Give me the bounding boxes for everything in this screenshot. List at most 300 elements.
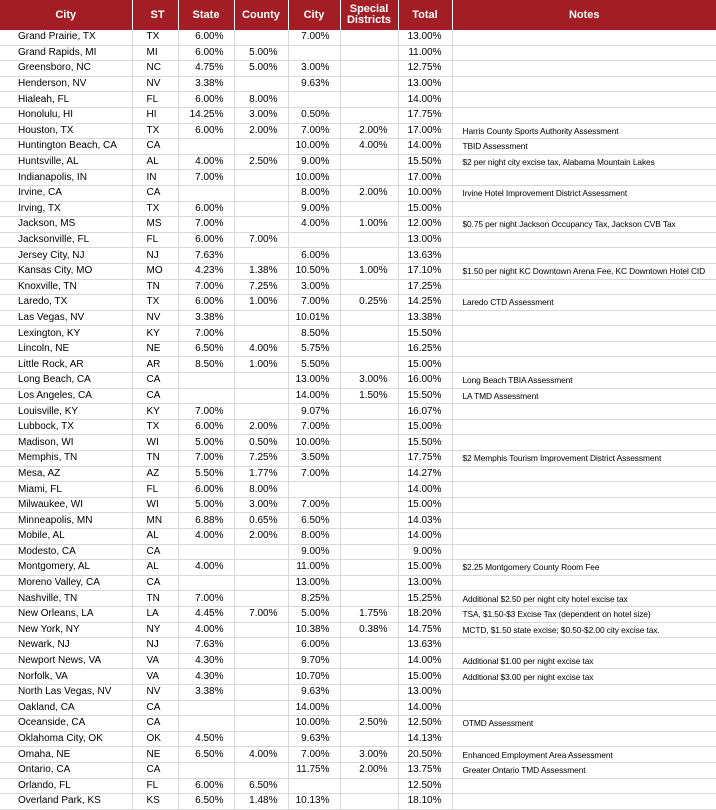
cell-total: 16.00% xyxy=(398,373,452,389)
cell-city: Oklahoma City, OK xyxy=(0,731,132,747)
cell-city-rate: 8.00% xyxy=(288,185,340,201)
cell-special-districts xyxy=(340,419,398,435)
cell-total: 12.50% xyxy=(398,778,452,794)
table-row xyxy=(0,419,716,435)
cell-total: 13.00% xyxy=(398,76,452,92)
cell-total: 15.50% xyxy=(398,388,452,404)
cell-county-rate: 2.00% xyxy=(234,419,288,435)
cell-total: 14.27% xyxy=(398,466,452,482)
cell-state-rate: 4.45% xyxy=(178,606,234,622)
cell-city: Ontario, CA xyxy=(0,762,132,778)
table-row xyxy=(0,92,716,108)
cell-city-rate: 10.00% xyxy=(288,139,340,155)
cell-city: Lubbock, TX xyxy=(0,419,132,435)
table-row xyxy=(0,263,716,279)
cell-city-rate: 8.25% xyxy=(288,591,340,607)
cell-state-rate: 4.00% xyxy=(178,622,234,638)
cell-total: 13.00% xyxy=(398,575,452,591)
cell-city: Los Angeles, CA xyxy=(0,388,132,404)
cell-special-districts xyxy=(340,279,398,295)
cell-state-code: TX xyxy=(132,419,178,435)
cell-city-rate: 14.00% xyxy=(288,388,340,404)
cell-special-districts xyxy=(340,700,398,716)
table-row xyxy=(0,201,716,217)
cell-special-districts: 2.00% xyxy=(340,123,398,139)
cell-city-rate: 9.00% xyxy=(288,201,340,217)
cell-county-rate xyxy=(234,622,288,638)
cell-state-code: FL xyxy=(132,778,178,794)
cell-county-rate: 2.00% xyxy=(234,123,288,139)
cell-total: 13.63% xyxy=(398,248,452,264)
cell-total: 10.00% xyxy=(398,185,452,201)
table-row xyxy=(0,684,716,700)
table-row xyxy=(0,61,716,77)
cell-state-code: CA xyxy=(132,139,178,155)
cell-city: Newport News, VA xyxy=(0,653,132,669)
cell-county-rate xyxy=(234,653,288,669)
cell-city: Las Vegas, NV xyxy=(0,310,132,326)
table-row xyxy=(0,700,716,716)
cell-county-rate xyxy=(234,30,288,45)
cell-notes xyxy=(452,513,716,529)
cell-county-rate xyxy=(234,700,288,716)
cell-special-districts xyxy=(340,794,398,810)
cell-county-rate xyxy=(234,170,288,186)
cell-notes: TSA, $1.50-$3 Excise Tax (dependent on hotel size) xyxy=(452,606,716,622)
cell-city-rate: 9.70% xyxy=(288,653,340,669)
cell-special-districts xyxy=(340,575,398,591)
cell-notes xyxy=(452,731,716,747)
table-row xyxy=(0,622,716,638)
cell-state-rate xyxy=(178,544,234,560)
cell-state-code: TX xyxy=(132,201,178,217)
cell-county-rate xyxy=(234,326,288,342)
cell-special-districts xyxy=(340,653,398,669)
cell-city: Lincoln, NE xyxy=(0,341,132,357)
cell-notes: $2 Memphis Tourism Improvement District Assessment xyxy=(452,451,716,467)
cell-state-rate xyxy=(178,716,234,732)
cell-notes xyxy=(452,107,716,123)
cell-city: Norfolk, VA xyxy=(0,669,132,685)
cell-city-rate: 3.00% xyxy=(288,61,340,77)
cell-city-rate: 4.00% xyxy=(288,217,340,233)
cell-notes: Additional $1.00 per night excise tax xyxy=(452,653,716,669)
cell-city-rate: 10.00% xyxy=(288,435,340,451)
cell-county-rate xyxy=(234,762,288,778)
cell-state-rate: 14.25% xyxy=(178,107,234,123)
cell-notes: Greater Ontario TMD Assessment xyxy=(452,762,716,778)
cell-state-code: CA xyxy=(132,716,178,732)
cell-city: Hialeah, FL xyxy=(0,92,132,108)
cell-notes xyxy=(452,201,716,217)
cell-notes xyxy=(452,279,716,295)
cell-special-districts xyxy=(340,107,398,123)
cell-city: Montgomery, AL xyxy=(0,560,132,576)
cell-state-code: FL xyxy=(132,92,178,108)
cell-total: 17.10% xyxy=(398,263,452,279)
table-row xyxy=(0,154,716,170)
cell-total: 14.00% xyxy=(398,653,452,669)
cell-city: Jacksonville, FL xyxy=(0,232,132,248)
cell-notes xyxy=(452,170,716,186)
cell-state-rate: 6.00% xyxy=(178,45,234,61)
table-row xyxy=(0,747,716,763)
cell-total: 14.00% xyxy=(398,482,452,498)
cell-county-rate: 1.00% xyxy=(234,295,288,311)
cell-city: Madison, WI xyxy=(0,435,132,451)
cell-total: 15.00% xyxy=(398,419,452,435)
cell-state-code: CA xyxy=(132,762,178,778)
cell-special-districts xyxy=(340,482,398,498)
cell-state-rate: 8.50% xyxy=(178,357,234,373)
cell-county-rate: 6.50% xyxy=(234,778,288,794)
cell-city: Nashville, TN xyxy=(0,591,132,607)
cell-state-code: MS xyxy=(132,217,178,233)
cell-state-code: HI xyxy=(132,107,178,123)
cell-notes xyxy=(452,794,716,810)
cell-county-rate xyxy=(234,404,288,420)
cell-total: 17.00% xyxy=(398,123,452,139)
cell-city: Kansas City, MO xyxy=(0,263,132,279)
table-row xyxy=(0,529,716,545)
cell-city-rate: 3.00% xyxy=(288,279,340,295)
cell-county-rate xyxy=(234,560,288,576)
cell-state-code: AR xyxy=(132,357,178,373)
cell-notes xyxy=(452,232,716,248)
cell-city-rate: 9.07% xyxy=(288,404,340,420)
cell-city-rate: 14.00% xyxy=(288,700,340,716)
cell-state-code: CA xyxy=(132,388,178,404)
cell-state-rate: 4.00% xyxy=(178,529,234,545)
cell-notes xyxy=(452,310,716,326)
cell-state-rate xyxy=(178,139,234,155)
header-special-districts: Special Districts xyxy=(340,0,398,30)
cell-state-rate: 4.00% xyxy=(178,154,234,170)
cell-special-districts: 3.00% xyxy=(340,747,398,763)
cell-state-code: TN xyxy=(132,591,178,607)
cell-special-districts xyxy=(340,497,398,513)
cell-notes: $2.25 Montgomery County Room Fee xyxy=(452,560,716,576)
table-row xyxy=(0,653,716,669)
cell-total: 14.13% xyxy=(398,731,452,747)
cell-total: 15.50% xyxy=(398,326,452,342)
cell-notes xyxy=(452,482,716,498)
cell-total: 15.00% xyxy=(398,560,452,576)
cell-county-rate: 2.00% xyxy=(234,529,288,545)
table-row xyxy=(0,341,716,357)
cell-state-code: MI xyxy=(132,45,178,61)
cell-notes: LA TMD Assessment xyxy=(452,388,716,404)
cell-city-rate xyxy=(288,778,340,794)
cell-state-code: NC xyxy=(132,61,178,77)
table-row xyxy=(0,513,716,529)
cell-city: Grand Prairie, TX xyxy=(0,30,132,45)
cell-state-code: CA xyxy=(132,575,178,591)
cell-notes xyxy=(452,466,716,482)
cell-county-rate xyxy=(234,638,288,654)
cell-special-districts: 1.75% xyxy=(340,606,398,622)
cell-special-districts xyxy=(340,638,398,654)
cell-city: Modesto, CA xyxy=(0,544,132,560)
cell-city: Jackson, MS xyxy=(0,217,132,233)
cell-city: New Orleans, LA xyxy=(0,606,132,622)
cell-notes xyxy=(452,435,716,451)
cell-special-districts xyxy=(340,310,398,326)
cell-city-rate: 10.00% xyxy=(288,716,340,732)
cell-city-rate xyxy=(288,45,340,61)
cell-state-code: WI xyxy=(132,435,178,451)
cell-special-districts: 1.00% xyxy=(340,263,398,279)
table-row xyxy=(0,357,716,373)
cell-special-districts xyxy=(340,731,398,747)
cell-city-rate xyxy=(288,92,340,108)
cell-notes xyxy=(452,529,716,545)
cell-notes xyxy=(452,404,716,420)
cell-special-districts xyxy=(340,232,398,248)
cell-state-rate: 4.75% xyxy=(178,61,234,77)
cell-state-rate: 4.23% xyxy=(178,263,234,279)
cell-total: 14.00% xyxy=(398,700,452,716)
cell-state-code: TX xyxy=(132,123,178,139)
cell-total: 13.00% xyxy=(398,30,452,45)
cell-state-rate: 5.50% xyxy=(178,466,234,482)
cell-city-rate: 7.00% xyxy=(288,295,340,311)
cell-total: 15.50% xyxy=(398,154,452,170)
table-row xyxy=(0,778,716,794)
cell-state-rate: 3.38% xyxy=(178,76,234,92)
cell-city: Mobile, AL xyxy=(0,529,132,545)
cell-city-rate: 7.00% xyxy=(288,419,340,435)
header-city: City xyxy=(0,0,132,30)
cell-city: Mesa, AZ xyxy=(0,466,132,482)
cell-city-rate: 13.00% xyxy=(288,575,340,591)
table-row xyxy=(0,45,716,61)
cell-special-districts xyxy=(340,357,398,373)
cell-special-districts xyxy=(340,45,398,61)
cell-city: Laredo, TX xyxy=(0,295,132,311)
table-row xyxy=(0,76,716,92)
cell-notes: Additional $2.50 per night city hotel excise tax xyxy=(452,591,716,607)
cell-county-rate: 1.77% xyxy=(234,466,288,482)
cell-city: Miami, FL xyxy=(0,482,132,498)
cell-city: Huntsville, AL xyxy=(0,154,132,170)
cell-state-rate: 7.63% xyxy=(178,248,234,264)
cell-city: Honolulu, HI xyxy=(0,107,132,123)
cell-city-rate: 6.00% xyxy=(288,248,340,264)
cell-state-rate: 7.00% xyxy=(178,404,234,420)
cell-notes: Laredo CTD Assessment xyxy=(452,295,716,311)
table-row xyxy=(0,373,716,389)
cell-special-districts xyxy=(340,341,398,357)
cell-state-rate: 3.38% xyxy=(178,684,234,700)
table-row xyxy=(0,762,716,778)
cell-state-code: CA xyxy=(132,544,178,560)
cell-total: 15.00% xyxy=(398,497,452,513)
table-row xyxy=(0,217,716,233)
table-row xyxy=(0,232,716,248)
cell-special-districts: 3.00% xyxy=(340,373,398,389)
cell-county-rate xyxy=(234,731,288,747)
cell-county-rate xyxy=(234,373,288,389)
cell-special-districts xyxy=(340,451,398,467)
cell-state-rate: 7.00% xyxy=(178,326,234,342)
cell-special-districts xyxy=(340,669,398,685)
cell-special-districts: 2.50% xyxy=(340,716,398,732)
cell-city-rate: 9.63% xyxy=(288,76,340,92)
cell-notes: MCTD, $1.50 state excise; $0.50-$2.00 city excise tax. xyxy=(452,622,716,638)
cell-county-rate xyxy=(234,388,288,404)
cell-county-rate xyxy=(234,139,288,155)
cell-state-code: WI xyxy=(132,497,178,513)
cell-notes xyxy=(452,497,716,513)
cell-state-rate: 6.00% xyxy=(178,30,234,45)
cell-city-rate: 5.50% xyxy=(288,357,340,373)
cell-city: Louisville, KY xyxy=(0,404,132,420)
cell-county-rate xyxy=(234,575,288,591)
cell-state-rate xyxy=(178,373,234,389)
cell-state-code: TX xyxy=(132,295,178,311)
cell-state-code: FL xyxy=(132,232,178,248)
cell-notes xyxy=(452,326,716,342)
cell-state-rate xyxy=(178,762,234,778)
cell-state-rate: 6.00% xyxy=(178,232,234,248)
cell-state-rate: 5.00% xyxy=(178,435,234,451)
cell-county-rate: 8.00% xyxy=(234,482,288,498)
cell-city: Knoxville, TN xyxy=(0,279,132,295)
cell-state-code: NJ xyxy=(132,248,178,264)
cell-total: 15.00% xyxy=(398,669,452,685)
cell-city: Grand Rapids, MI xyxy=(0,45,132,61)
cell-county-rate: 4.00% xyxy=(234,341,288,357)
cell-county-rate: 3.00% xyxy=(234,107,288,123)
cell-state-code: LA xyxy=(132,606,178,622)
cell-total: 13.63% xyxy=(398,638,452,654)
cell-city-rate: 6.50% xyxy=(288,513,340,529)
table-row xyxy=(0,669,716,685)
cell-county-rate xyxy=(234,669,288,685)
cell-special-districts xyxy=(340,326,398,342)
table-row xyxy=(0,388,716,404)
table-row xyxy=(0,466,716,482)
cell-state-code: VA xyxy=(132,653,178,669)
cell-state-code: NV xyxy=(132,310,178,326)
cell-total: 17.75% xyxy=(398,451,452,467)
cell-city-rate: 10.70% xyxy=(288,669,340,685)
cell-state-rate: 4.30% xyxy=(178,669,234,685)
cell-special-districts xyxy=(340,513,398,529)
table-row xyxy=(0,310,716,326)
table-row xyxy=(0,482,716,498)
cell-total: 16.25% xyxy=(398,341,452,357)
cell-city: Newark, NJ xyxy=(0,638,132,654)
cell-special-districts xyxy=(340,560,398,576)
cell-state-code: NY xyxy=(132,622,178,638)
cell-county-rate: 1.38% xyxy=(234,263,288,279)
cell-city: Omaha, NE xyxy=(0,747,132,763)
cell-state-code: NE xyxy=(132,341,178,357)
cell-state-rate: 7.00% xyxy=(178,279,234,295)
cell-state-code: KY xyxy=(132,326,178,342)
cell-county-rate xyxy=(234,591,288,607)
cell-state-code: NJ xyxy=(132,638,178,654)
cell-city-rate: 5.75% xyxy=(288,341,340,357)
cell-total: 14.00% xyxy=(398,139,452,155)
cell-state-code: AZ xyxy=(132,466,178,482)
cell-total: 15.25% xyxy=(398,591,452,607)
table-row xyxy=(0,591,716,607)
cell-special-districts xyxy=(340,404,398,420)
cell-notes xyxy=(452,778,716,794)
table-row xyxy=(0,731,716,747)
cell-state-code: KS xyxy=(132,794,178,810)
cell-state-rate xyxy=(178,388,234,404)
cell-notes: Enhanced Employment Area Assessment xyxy=(452,747,716,763)
cell-state-rate: 4.30% xyxy=(178,653,234,669)
cell-total: 9.00% xyxy=(398,544,452,560)
cell-state-code: CA xyxy=(132,700,178,716)
cell-city: Lexington, KY xyxy=(0,326,132,342)
cell-notes: Harris County Sports Authority Assessment xyxy=(452,123,716,139)
cell-state-code: MO xyxy=(132,263,178,279)
cell-notes: TBID Assessment xyxy=(452,139,716,155)
cell-total: 12.75% xyxy=(398,61,452,77)
cell-notes xyxy=(452,419,716,435)
cell-county-rate xyxy=(234,185,288,201)
cell-notes xyxy=(452,76,716,92)
table-row xyxy=(0,497,716,513)
cell-city: Irvine, CA xyxy=(0,185,132,201)
cell-state-code: FL xyxy=(132,482,178,498)
cell-state-rate: 5.00% xyxy=(178,497,234,513)
table-body xyxy=(0,30,716,809)
table-row xyxy=(0,295,716,311)
cell-city: Huntington Beach, CA xyxy=(0,139,132,155)
cell-notes: OTMD Assessment xyxy=(452,716,716,732)
cell-state-rate: 6.00% xyxy=(178,295,234,311)
cell-state-rate: 4.00% xyxy=(178,560,234,576)
cell-total: 14.00% xyxy=(398,92,452,108)
cell-state-code: NE xyxy=(132,747,178,763)
cell-city-rate: 10.13% xyxy=(288,794,340,810)
header-county: County xyxy=(234,0,288,30)
cell-county-rate xyxy=(234,201,288,217)
cell-total: 15.50% xyxy=(398,435,452,451)
cell-state-code: CA xyxy=(132,185,178,201)
cell-total: 17.75% xyxy=(398,107,452,123)
cell-county-rate: 2.50% xyxy=(234,154,288,170)
table-row xyxy=(0,560,716,576)
cell-notes xyxy=(452,92,716,108)
cell-total: 13.75% xyxy=(398,762,452,778)
cell-city: Overland Park, KS xyxy=(0,794,132,810)
cell-notes xyxy=(452,45,716,61)
cell-state-rate: 7.00% xyxy=(178,451,234,467)
cell-special-districts xyxy=(340,92,398,108)
cell-special-districts xyxy=(340,201,398,217)
header-notes: Notes xyxy=(452,0,716,30)
table-row xyxy=(0,544,716,560)
cell-city-rate: 13.00% xyxy=(288,373,340,389)
cell-state-code: AL xyxy=(132,560,178,576)
cell-total: 13.00% xyxy=(398,684,452,700)
cell-notes xyxy=(452,61,716,77)
table-row xyxy=(0,30,716,45)
cell-city-rate: 7.00% xyxy=(288,30,340,45)
cell-city: Houston, TX xyxy=(0,123,132,139)
cell-state-code: NV xyxy=(132,684,178,700)
cell-state-rate: 6.50% xyxy=(178,341,234,357)
cell-county-rate: 0.65% xyxy=(234,513,288,529)
